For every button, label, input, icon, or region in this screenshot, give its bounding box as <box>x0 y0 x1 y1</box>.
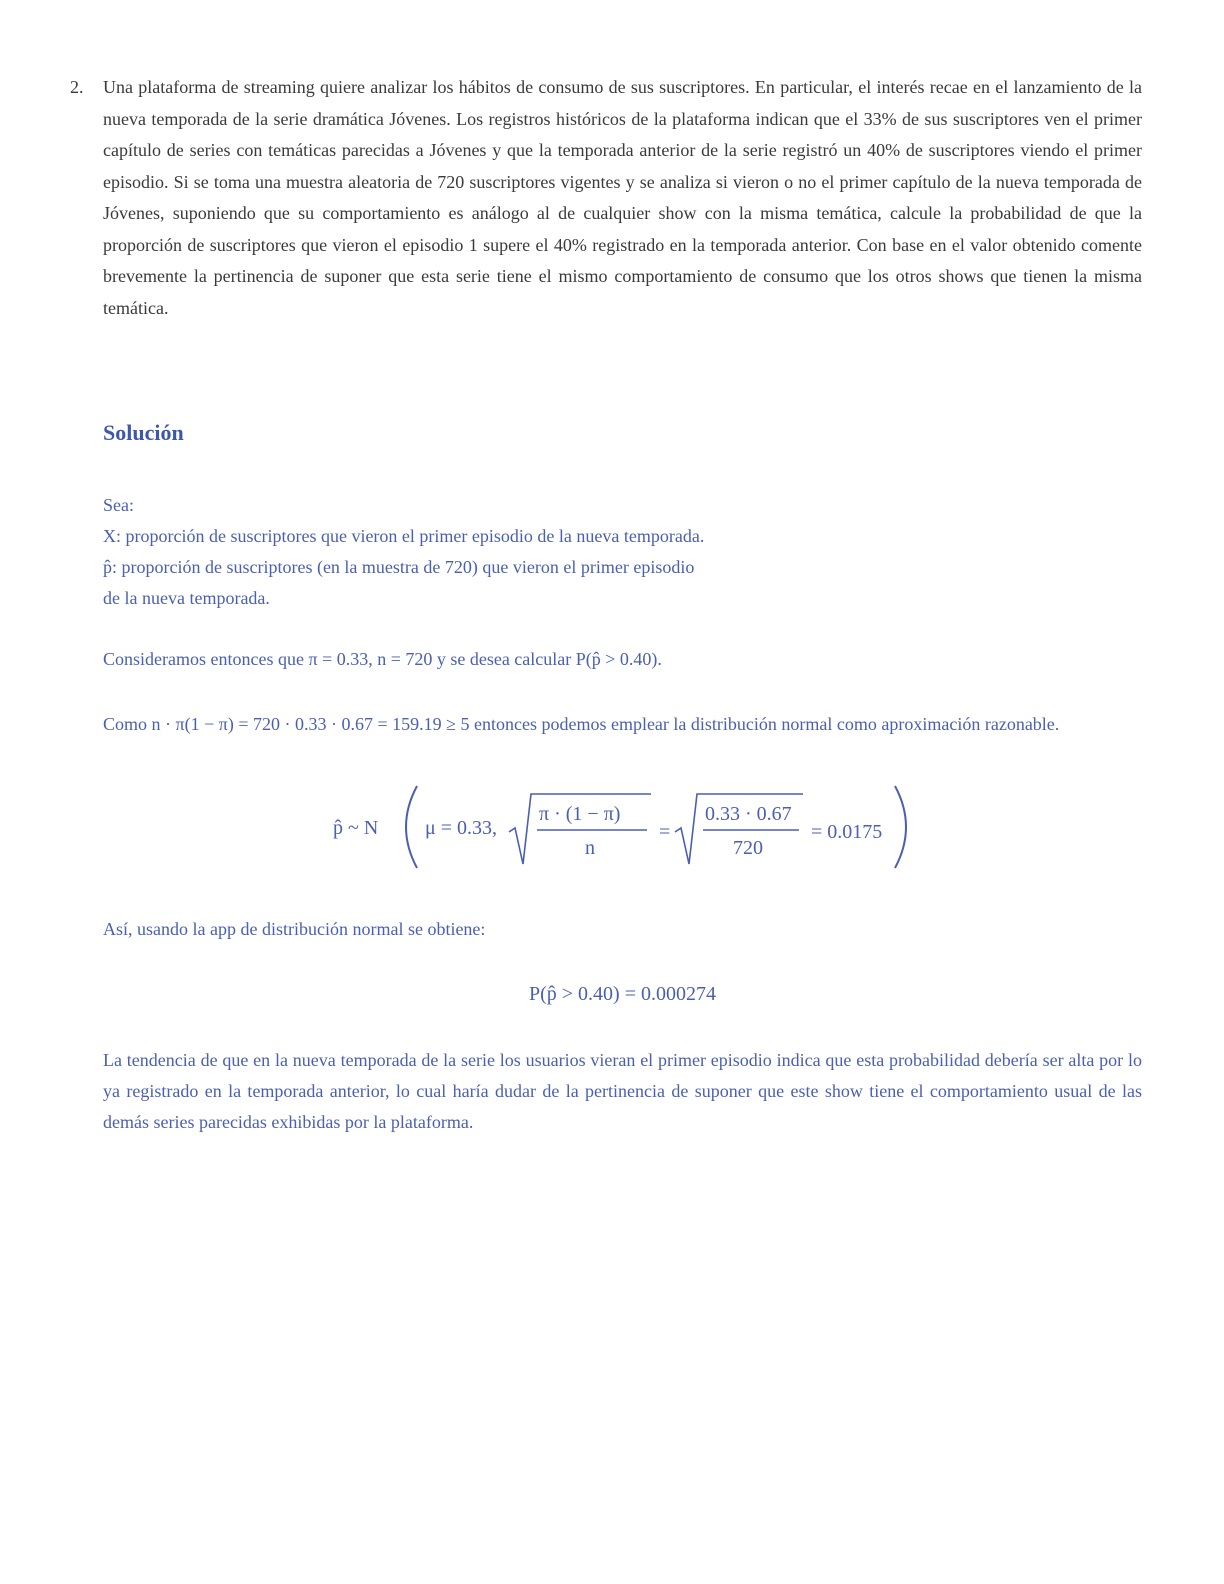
computation-intro: Así, usando la app de distribución normal se obtiene: <box>103 919 486 939</box>
solution-section <box>103 418 1142 1138</box>
formula-equals: = <box>658 821 670 843</box>
frac1-denominator: n <box>584 837 595 859</box>
frac2-numerator: 0.33 · 0.67 <box>704 803 792 825</box>
normal-approximation-check: Como n · π(1 − π) = 720 · 0.33 · 0.67 = 159.19 ≥ 5 entonces podemos emplear la distribución normal como aproximación razonable. <box>103 714 1060 734</box>
problem-statement <box>70 72 1142 324</box>
formula-lhs: p̂ ~ N <box>332 817 378 839</box>
sampling-distribution-formula <box>103 780 1142 874</box>
probability-result: P(p̂ > 0.40) = 0.000274 <box>528 983 716 1005</box>
frac1-numerator: π · (1 − π) <box>538 803 620 825</box>
definition-line: X: proporción de suscriptores que vieron el primer episodio de la nueva temporada. <box>103 526 705 546</box>
conclusion-paragraph: La tendencia de que en la nueva temporada de la serie los usuarios vieran el primer episodio indica que esta probabilidad debería ser alta por lo ya registrado en la temporada anterior, lo cual haría dudar de la pertinencia de suponer que este show tiene el comportamiento usual de las demás series parecidas exhibidas por la plataforma. <box>103 1050 1142 1132</box>
formula-mu: μ = 0.33, <box>424 817 497 839</box>
formula-approx-value: = 0.0175 <box>810 821 882 843</box>
frac2-denominator: 720 <box>732 837 763 859</box>
left-paren <box>406 786 417 868</box>
variable-definitions <box>103 490 1142 614</box>
solution-heading: Solución <box>103 420 184 445</box>
given-values: Consideramos entonces que π = 0.33, n = 720 y se desea calcular P(p̂ > 0.40). <box>103 649 662 669</box>
definition-line: p̂: proporción de suscriptores (en la muestra de 720) que vieron el primer episodio <box>103 557 695 577</box>
right-paren <box>895 786 906 868</box>
problem-text: Una plataforma de streaming quiere analizar los hábitos de consumo de sus suscriptores. En particular, el interés recae en el lanzamiento de la nueva temporada de la serie dramática Jóvenes. Los registros históricos de la plataforma indican que el 33% de sus suscriptores ven el primer capítulo de series con temáticas parecidas a Jóvenes y que la temporada anterior de la serie registró un 40% de suscriptores viendo el primer episodio. Si se toma una muestra aleatoria de 720 suscriptores vigentes y se analiza si vieron o no el primer capítulo de la nueva temporada de Jóvenes, suponiendo que su comportamiento es análogo al de cualquier show con la misma temática, calcule la probabilidad de que la proporción de suscriptores que vieron el episodio 1 supere el 40% registrado en la temporada anterior. Con base en el valor obtenido comente brevemente la pertinencia de suponer que esta serie tiene el mismo comportamiento de consumo que los otros shows que tienen la misma temática. <box>103 77 1142 318</box>
formula-svg <box>333 780 913 874</box>
problem-number: 2. <box>70 77 84 97</box>
definition-line: Sea: <box>103 495 134 515</box>
definition-line: de la nueva temporada. <box>103 588 270 608</box>
